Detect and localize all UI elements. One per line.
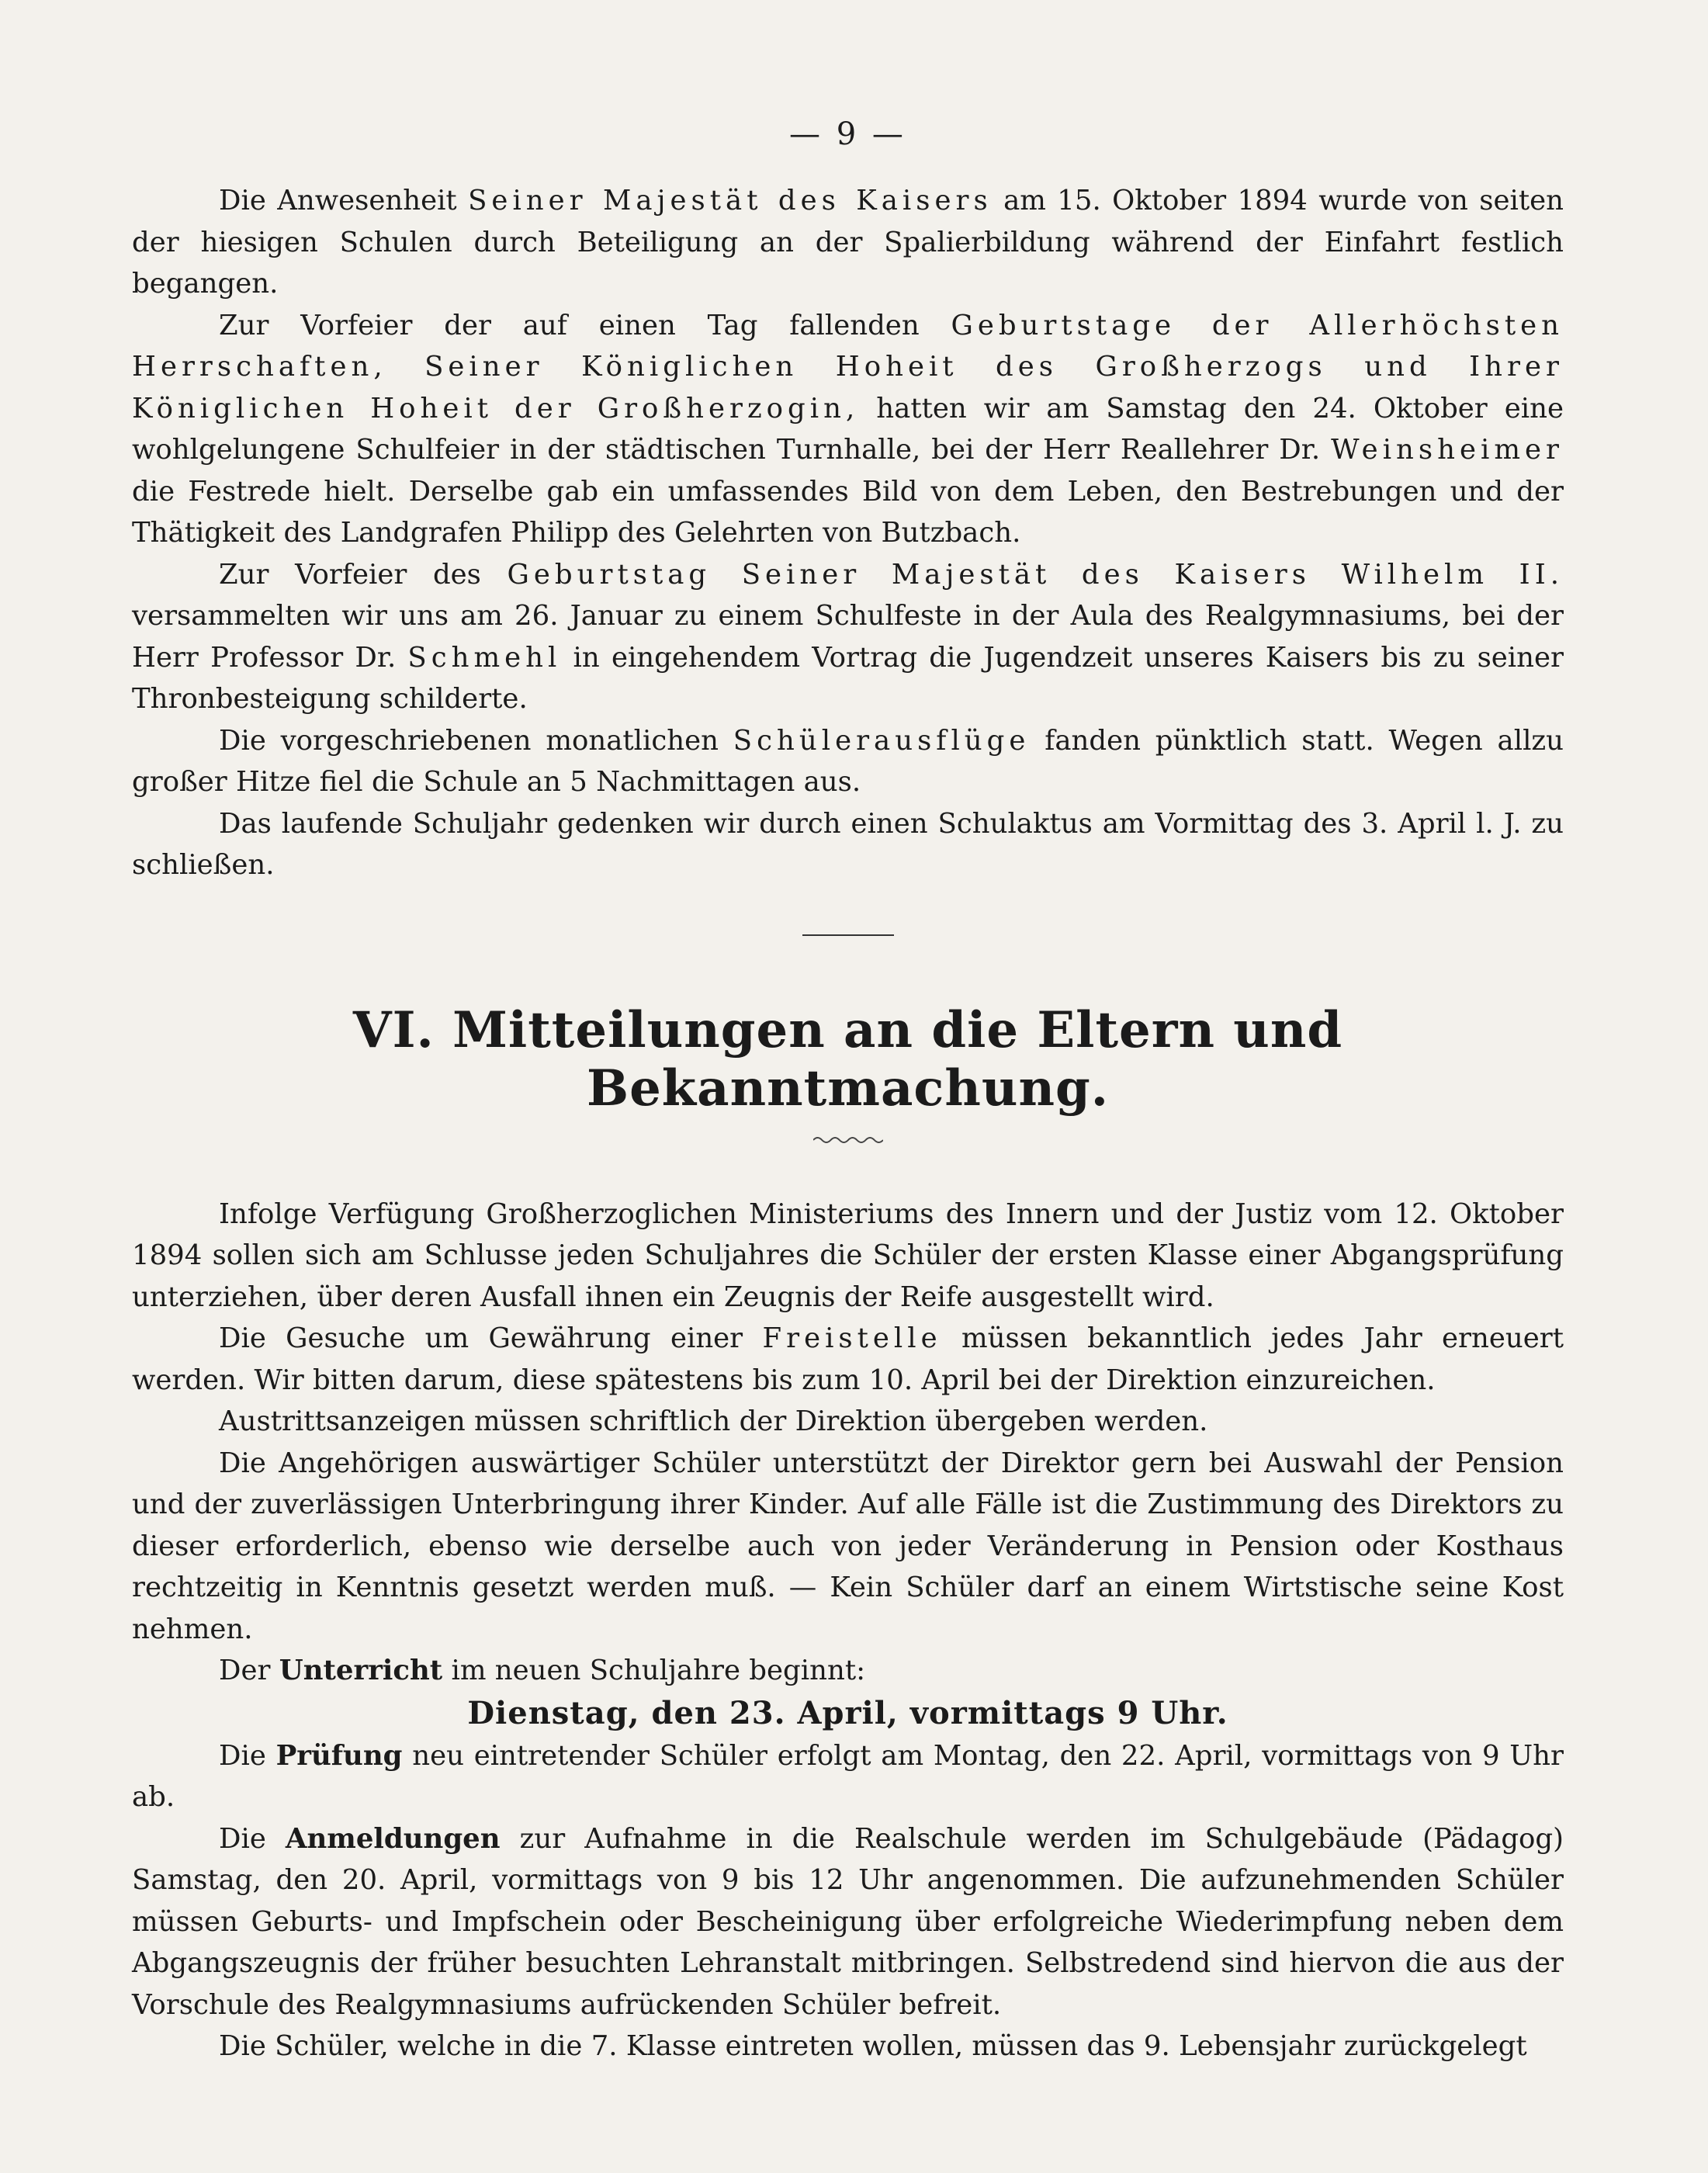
bold-keyword: Anmeldungen xyxy=(285,1822,501,1855)
wavy-ornament-icon xyxy=(813,1135,883,1145)
emphasized-text: Schülerausflüge xyxy=(733,724,1031,757)
paragraph: Die Prüfung neu eintretender Schüler erfolgt am Montag, den 22. April, vormittags von 9 Uhr ab. xyxy=(132,1739,1564,1813)
notices-section xyxy=(132,1194,1564,1692)
paragraph: Die Schüler, welche in die 7. Klasse eintreten wollen, müssen das 9. Lebensjahr zurückgelegt xyxy=(219,2030,1527,2062)
page-number: — 9 — xyxy=(789,116,906,152)
bold-keyword: Unterricht xyxy=(279,1655,443,1686)
school-start-date: Dienstag, den 23. April, vormittags 9 Uhr. xyxy=(467,1694,1228,1731)
paragraph: Die Gesuche um Gewährung einer Freistelle müssen bekanntlich jedes Jahr erneuert werden. Wir bitten darum, diese spätestens bis zum 10. April bei der Direktion einzureichen. xyxy=(132,1322,1564,1396)
emphasized-text: Schmehl xyxy=(407,641,562,674)
section-divider-rule xyxy=(802,934,894,936)
emphasized-text: Geburtstage der Allerhöchsten Herrschaften, Seiner Königlichen Hoheit des Großherzogs und Ihrer Königlichen Hoheit der Großherzogin, xyxy=(132,309,1564,425)
emphasized-text: Seiner Majestät des Kaisers xyxy=(468,185,993,217)
emphasized-text: Geburtstag Seiner Majestät des Kaisers Wilhelm II. xyxy=(507,558,1564,591)
paragraph: Die Angehörigen auswärtiger Schüler unterstützt der Direktor gern bei Auswahl der Pension und der zuverlässigen Unterbringung ihrer Kinder. Auf alle Fälle ist die Zustimmung des Direktors zu dieser erforderlich, ebenso wie derselbe auch von jeder Veränderung in Pension oder Kosthaus rechtzeitig in Kenntnis gesetzt werden muß. — Kein Schüler darf an einem Wirtstische seine Kost nehmen. xyxy=(132,1447,1564,1645)
admission-section xyxy=(132,1735,1564,2067)
paragraph: Austrittsanzeigen müssen schriftlich der Direktion übergeben werden. xyxy=(219,1405,1208,1437)
document-page xyxy=(132,116,1564,2067)
paragraph: Der Unterricht im neuen Schuljahre beginnt: xyxy=(219,1655,866,1686)
top-section xyxy=(132,180,1564,886)
emphasized-text: Weinsheimer xyxy=(1331,434,1564,466)
paragraph: Die Anmeldungen zur Aufnahme in die Realschule werden im Schulgebäude (Pädagog) Samstag, den 20. April, vormittags von 9 bis 12 Uhr angenommen. Die aufzunehmenden Schüler müssen Geburts- und Impfschein oder Bescheinigung über erfolgreiche Wiederimpfung neben dem Abgangszeugnis der früher besuchten Lehranstalt mitbringen. Selbstredend sind hiervon die aus der Vorschule des Realgymnasiums aufrückenden Schüler befreit. xyxy=(132,1822,1564,2021)
paragraph: Die vorgeschriebenen monatlichen Schülerausflüge fanden pünktlich statt. Wegen allzu großer Hitze fiel die Schule an 5 Nachmittagen aus. xyxy=(132,724,1564,798)
emphasized-text: Freistelle xyxy=(762,1322,942,1354)
paragraph: Zur Vorfeier des Geburtstag Seiner Majestät des Kaisers Wilhelm II. versammelten wir uns am 26. Januar zu einem Schulfeste in der Aula des Realgymnasiums, bei der Herr Professor Dr. Schmehl in eingehendem Vortrag die Jugendzeit unseres Kaisers bis zu seiner Thronbesteigung schilderte. xyxy=(132,558,1564,715)
paragraph: Das laufende Schuljahr gedenken wir durch einen Schulaktus am Vormittag des 3. April l. J. zu schließen. xyxy=(132,807,1564,881)
paragraph: Zur Vorfeier der auf einen Tag fallenden Geburtstage der Allerhöchsten Herrschaften, Seiner Königlichen Hoheit des Großherzogs und Ihrer Königlichen Hoheit der Großherzogin, hatten wir am Samstag den 24. Oktober eine wohlgelungene Schulfeier in der städtischen Turnhalle, bei der Herr Reallehrer Dr. Weinsheimer die Festrede hielt. Derselbe gab ein umfassendes Bild von dem Leben, den Bestrebungen und der Thätigkeit des Landgrafen Philipp des Gelehrten von Butzbach. xyxy=(132,309,1564,549)
paragraph: Infolge Verfügung Großherzoglichen Ministeriums des Innern und der Justiz vom 12. Oktober 1894 sollen sich am Schlusse jeden Schuljahres die Schüler der ersten Klasse einer Abgangsprüfung unterziehen, über deren Ausfall ihnen ein Zeugnis der Reife ausgestellt wird. xyxy=(132,1197,1564,1313)
bold-keyword: Prüfung xyxy=(275,1739,403,1772)
paragraph: Die Anwesenheit Seiner Majestät des Kaisers am 15. Oktober 1894 wurde von seiten der hiesigen Schulen durch Beteiligung an der Spalierbildung während der Einfahrt festlich begangen. xyxy=(132,185,1564,300)
section-heading: VI. Mitteilungen an die Eltern und Bekanntmachung. xyxy=(352,1000,1343,1118)
